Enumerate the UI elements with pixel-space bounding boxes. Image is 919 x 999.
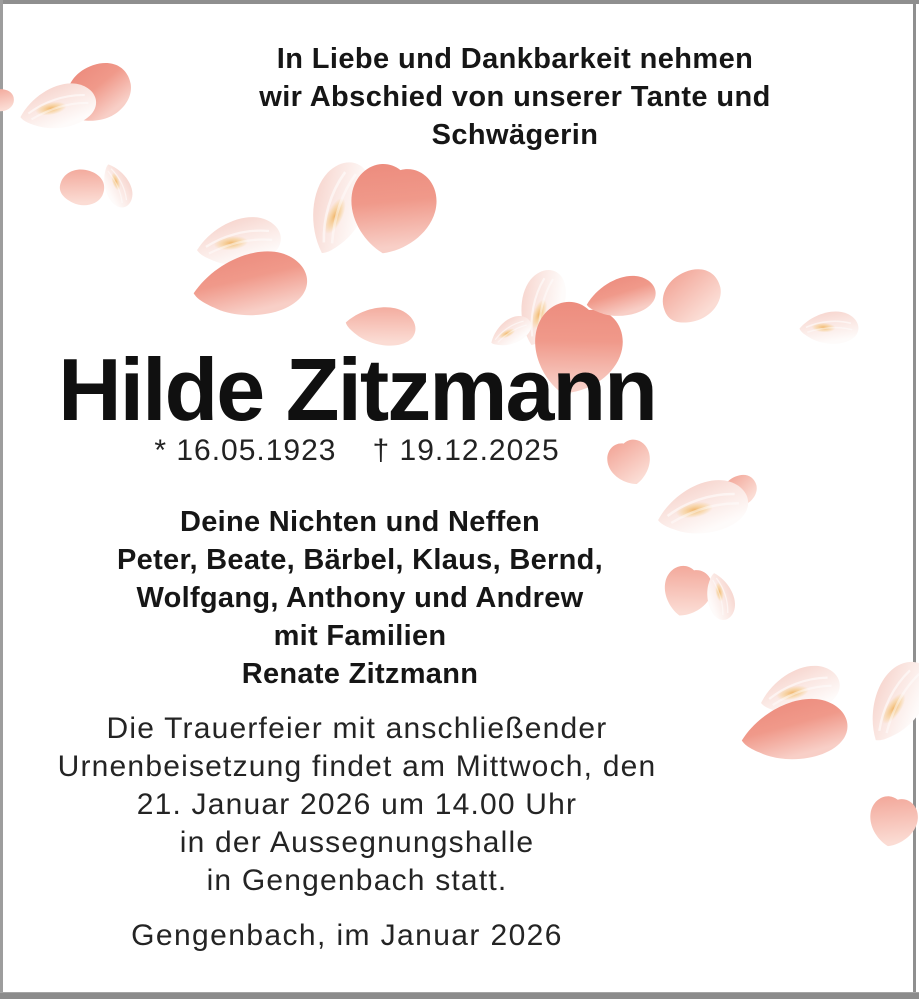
- birth-date: * 16.05.1923: [154, 434, 337, 467]
- intro-line-3: Schwägerin: [431, 119, 599, 151]
- family-line-3: Wolfgang, Anthony und Andrew: [136, 582, 584, 614]
- family-line-5: Renate Zitzmann: [241, 658, 479, 690]
- family-line-1: Deine Nichten und Neffen: [179, 506, 541, 538]
- funeral-info-text: [0, 710, 714, 900]
- intro-text: [115, 40, 915, 154]
- intro-line-1: In Liebe und Dankbarkeit nehmen: [276, 43, 754, 75]
- death-date: † 19.12.2025: [372, 434, 560, 467]
- intro-line-2: wir Abschied von unserer Tante und: [259, 81, 771, 113]
- mourners-text: [0, 503, 720, 693]
- funeral-line-1: Die Trauerfeier mit anschließender: [106, 712, 608, 745]
- family-line-2: Peter, Beate, Bärbel, Klaus, Bernd,: [117, 544, 603, 576]
- deceased-name: Hilde Zitzmann: [58, 340, 656, 439]
- funeral-line-2: Urnenbeisetzung findet am Mittwoch, den: [57, 750, 657, 783]
- life-dates: [0, 434, 714, 468]
- funeral-line-5: in Gengenbach statt.: [206, 864, 508, 897]
- family-line-4: mit Familien: [273, 620, 447, 652]
- funeral-line-4: in der Aussegnungshalle: [179, 826, 535, 859]
- funeral-line-3: 21. Januar 2026 um 14.00 Uhr: [136, 788, 578, 821]
- closing-line: Gengenbach, im Januar 2026: [131, 919, 563, 952]
